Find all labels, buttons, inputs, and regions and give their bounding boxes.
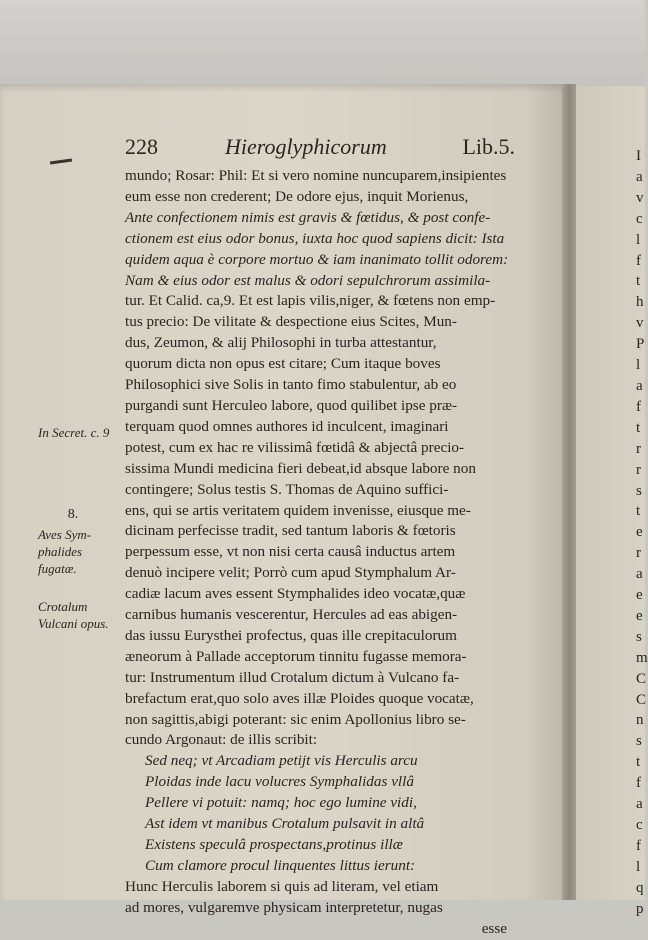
text-line: cundo Argonaut: de illis scribit: [125,731,318,749]
facing-page-letter: s [636,482,642,499]
text-line: sissima Mundi medicina fieri debeat,id absque labore non [125,459,476,477]
facing-page-text [636,146,648,920]
facing-page-letter: r [636,545,641,562]
text-line: Pellere vi potuit: namq; hoc ego lumine vidi, [145,794,417,812]
right-page-edge [576,86,648,917]
facing-page-letter: f [636,837,641,854]
text-line: eum esse non crederent; De odore ejus, inquit Morienus, [125,187,469,205]
facing-page-letter: C [636,691,647,708]
text-line: æneorum à Pallade acceptorum tinnitu fugasse memora- [125,647,467,665]
facing-page-letter: p [636,900,644,917]
facing-page-letter: e [636,607,643,624]
facing-page-letter: t [636,273,641,290]
facing-page-letter: f [636,252,641,269]
text-line: ens, qui se artis veritatem quidem invenisse, eiusque me- [125,501,471,519]
facing-page-letter: a [636,168,643,185]
text-line: Ast idem vt manibus Crotalum pulsavit in altâ [145,815,425,833]
book-gutter [562,84,576,900]
book-label: Lib.5. [462,134,515,159]
margin-note-aves-line: phalides [38,544,83,559]
facing-page-letter: s [636,733,642,750]
margin-note-crotalum [38,598,124,632]
margin-note-crotalum-line: Crotalum [38,599,88,614]
margin-note-in-secret: In Secret. c. 9 [38,425,110,440]
scan-background [0,0,645,92]
text-line: denuò incipere velit; Porrò cum apud Stymphalum Ar- [125,564,456,582]
text-line: ctionem est eius odor bonus, iuxta hoc quod sapiens dicit: Ista [125,229,505,247]
facing-page-letter: P [636,336,645,353]
text-line: dicinam perfecisse tradit, sed tantum laboris & fœtoris [125,522,456,540]
text-line: tur. Et Calid. ca,9. Et est lapis vilis,niger, & fœtens non emp- [125,292,496,310]
body-text [125,166,515,940]
margin-note-aves [38,526,124,577]
text-line: Cum clamore procul linquentes littus ierunt: [145,856,416,874]
page-number: 228 [125,134,158,159]
facing-page-letter: a [636,566,643,583]
facing-page-letter: e [636,587,643,604]
text-line: quorum dicta non opus est citare; Cum itaque boves [125,355,441,373]
facing-page-letter: l [636,357,641,374]
margin-note-aves-line: fugatæ. [38,561,77,576]
text-line: tus precio: De vilitate & despectione eius Scites, Mun- [125,313,457,331]
text-line: dus, Zeumon, & alij Philosophi in turba attestantur, [125,334,437,352]
text-line: Nam & eius odor est malus & odori sepulchrorum assimila- [125,271,491,289]
facing-page-letter: a [636,796,643,813]
facing-page-letter: t [636,503,641,520]
facing-page-letter: e [636,524,643,541]
text-line: terquam quod omnes authores id inculcent, imaginari [125,417,449,435]
text-line: purgandi sunt Herculeo labore, quod quilibet ipse præ- [125,396,458,414]
facing-page-letter: s [636,628,642,645]
text-line: Hunc Herculis laborem si quis ad literam, vel etiam [125,877,439,895]
facing-page-letter: f [636,398,641,415]
text-line: das iussu Eurysthei profectus, quas ille crepitaculorum [125,626,457,644]
text-line: brefactum erat,quo solo aves illæ Ploides quoque vocatæ, [125,689,474,707]
text-line: tur: Instrumentum illud Crotalum dictum à Vulcano fa- [125,668,460,686]
text-line: cadiæ lacum aves essent Stymphalides ideo vocatæ,quæ [125,585,466,603]
facing-page-letter: m [636,649,648,666]
text-line: contingere; Solus testis S. Thomas de Aquino suffici- [125,480,449,498]
facing-page-letter: t [636,419,641,436]
text-line: perpessum esse, vt non nisi certa causâ inductus artem [125,543,456,561]
facing-page-letter: l [636,858,641,875]
facing-page-letter: f [636,775,641,792]
margin-note-aves-line: Aves Sym- [38,527,92,542]
page-header [125,134,515,164]
text-line: potest, cum ex hac re vilissimâ fœtidâ & abjectâ precio- [125,438,465,456]
facing-page-letter: n [636,712,644,729]
text-line: quidem aqua è corpore mortuo & iam inanimato tollit odorem: [125,250,509,268]
facing-page-letter: h [636,294,644,311]
facing-page-letter: r [636,461,641,478]
facing-page-letter: C [636,670,647,687]
facing-page-letter: r [636,440,641,457]
text-line: Existens speculâ prospectans,protinus illæ [145,836,403,853]
text-line: Ploidas inde lacu volucres Symphalidas vllâ [145,773,414,791]
running-title: Hieroglyphicorum [225,134,387,159]
text-line: Ante confectionem nimis est gravis & fœtidus, & post confe- [125,208,491,226]
catchword: esse [481,919,507,937]
facing-page-letter: q [636,879,644,896]
text-line: Sed neq; vt Arcadiam petijt vis Herculis arcu [145,752,418,770]
facing-page-letter: t [636,754,641,771]
text-line: carnibus humanis vescerentur, Hercules ad eas abigen- [125,606,458,624]
text-line: Philosophici sive Solis in tanto fimo stabulentur, ab eo [125,376,457,394]
text-line: ad mores, vulgaremve physicam interpretetur, nugas [125,898,443,916]
facing-page-letter: c [636,210,643,227]
facing-page-letter: l [636,231,641,248]
facing-page-letter: c [636,817,643,833]
facing-page-letter: a [636,377,643,394]
text-line: mundo; Rosar: Phil: Et si vero nomine nuncuparem,insipientes [125,167,507,184]
facing-page-letter: v [636,189,644,206]
text-line: non sagittis,abigi poterant: sic enim Apollonius libro se- [125,710,466,728]
section-number: 8. [67,507,79,522]
facing-page-letter: v [636,315,644,332]
margin-note-crotalum-line: Vulcani opus. [38,616,109,631]
facing-page-letter: I [636,148,641,164]
